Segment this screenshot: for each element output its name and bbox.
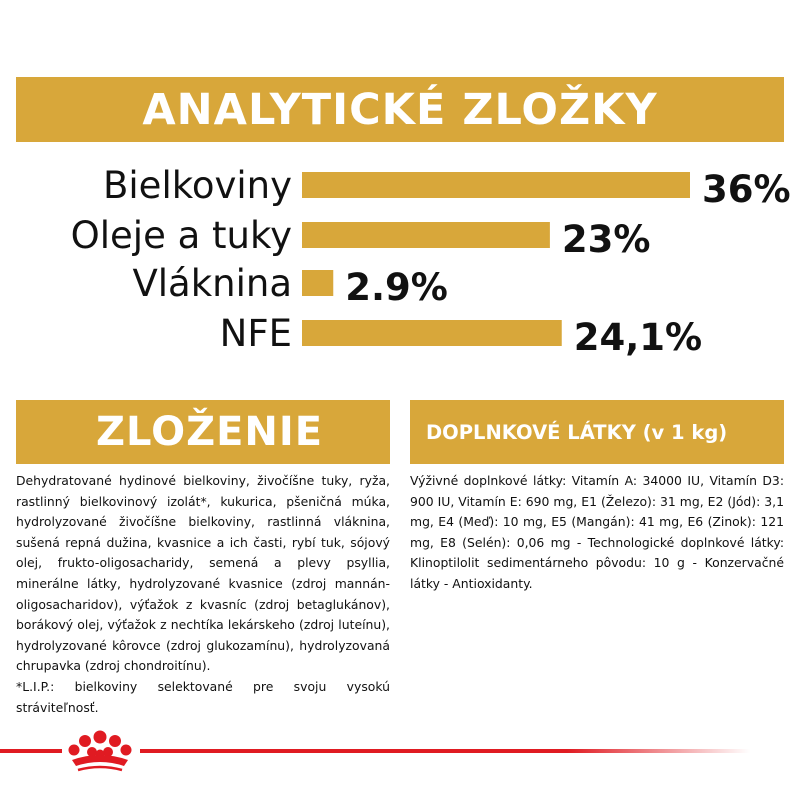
value-label: 36%: [702, 168, 791, 211]
nutrient-bar-chart: [0, 152, 800, 362]
additives-title: DOPLNKOVÉ LÁTKY (v 1 kg): [426, 420, 728, 444]
crown-icon: [58, 728, 142, 776]
banner-title: ANALYTICKÉ ZLOŽKY: [142, 84, 658, 135]
additives-header: [410, 400, 784, 464]
composition-text: Dehydratované hydinové bielkoviny, živočíšne tuky, ryža, rastlinný bielkovinový izolát*, kukurica, pšeničná múka, hydrolyzované živočíšne bielkoviny, rastlinná vláknina, sušená repná dužina, kvasnice a ich časti, rybí tuk, sójový olej, frukto-oligosacharidy, semená a plevy psyllia, minerálne látky, hydrolyzované kvasnice (zdroj mannán-oligosacharidov), výťažok z kvasníc (zdroj betaglukánov), borákový olej, výťažok z nechtíka lekárskeho (zdroj luteínu), hydrolyzované kôrovce (zdroj glukozamínu), hydrolyzovaná chrupavka (zdroj chondroitínu).: [16, 473, 390, 674]
composition-title: ZLOŽENIE: [96, 409, 324, 455]
category-label: Vláknina: [132, 262, 292, 305]
category-label: NFE: [219, 312, 292, 355]
composition-footnote: *L.I.P.: bielkoviny selektované pre svoju vysokú stráviteľnosť.: [16, 678, 390, 715]
bar: [302, 222, 550, 248]
additives-text: Výživné doplnkové látky: Vitamín A: 34000 IU, Vitamín D3: 900 IU, Vitamín E: 690 mg, E1 (Železo): 31 mg, E2 (Jód): 3,1 mg, E4 (Meď): 10 mg, E5 (Mangán): 41 mg, E6 (Zinok): 121 mg, E8 (Selén): 0,06 mg - Technologické doplnkové látky: Klinoptilolit sedimentárneho pôvodu: 10 g - Konzervačné látky - Antioxidanty.: [410, 473, 784, 591]
bar: [302, 270, 333, 296]
footer-line-left: [0, 749, 62, 753]
value-label: 2.9%: [345, 266, 448, 309]
footer-line-right: [140, 749, 750, 753]
value-label: 23%: [561, 218, 651, 261]
composition-text-block: [16, 471, 390, 718]
analytics-banner: [16, 77, 784, 142]
category-label: Oleje a tuky: [70, 214, 292, 257]
value-label: 24,1%: [573, 316, 703, 359]
composition-header: [16, 400, 390, 464]
bar: [302, 172, 690, 198]
category-label: Bielkoviny: [103, 164, 292, 207]
additives-text-block: [410, 471, 784, 595]
bar: [302, 320, 562, 346]
